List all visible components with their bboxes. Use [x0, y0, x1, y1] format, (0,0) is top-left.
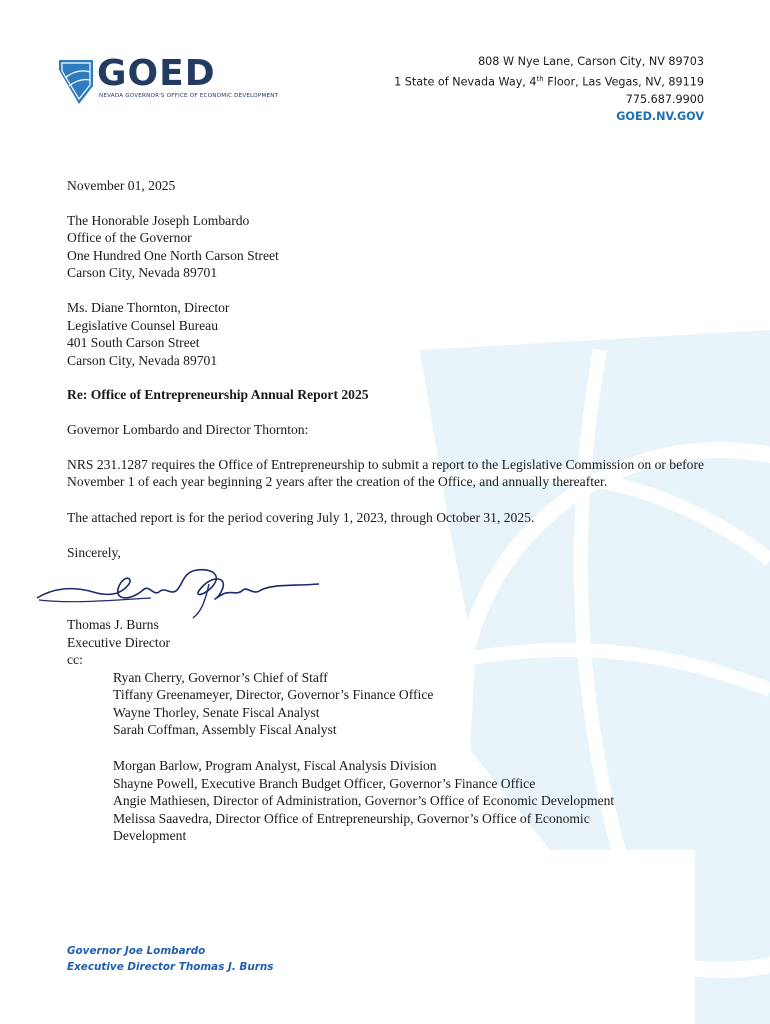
footer-director: Executive Director Thomas J. Burns: [67, 961, 274, 973]
cc-recipient: Angie Mathiesen, Director of Administration, Governor’s Office of Economic Development: [113, 793, 615, 809]
recipient-block-lcb: Ms. Diane Thornton, Director Legislative Counsel Bureau 401 South Carson Street Carson City, Nevada 89701: [67, 299, 230, 368]
paragraph-period: The attached report is for the period covering July 1, 2023, through October 31, 2025.: [67, 509, 535, 525]
cc-group-2: [113, 757, 707, 845]
closing: Sincerely,: [67, 545, 121, 561]
recipient-block-governor: The Honorable Joseph Lombardo Office of the Governor One Hundred One North Carson Street Carson City, Nevada 89701: [67, 212, 279, 281]
cc-recipient: Sarah Coffman, Assembly Fiscal Analyst: [113, 722, 337, 738]
cc-label: cc:: [67, 652, 83, 668]
address-website-link[interactable]: GOED.NV.GOV: [616, 110, 704, 124]
cc-recipient: Development: [113, 828, 187, 844]
handwritten-signature: [33, 562, 323, 620]
letter-date: November 01, 2025: [67, 178, 176, 193]
cc-recipient: Ryan Cherry, Governor’s Chief of Staff: [113, 669, 328, 685]
cc-recipient: Melissa Saavedra, Director Office of Entrepreneurship, Governor’s Office of Economic: [113, 810, 590, 826]
paragraph-nrs: NRS 231.1287 requires the Office of Entrepreneurship to submit a report to the Legislative Commission on or before November 1 of each year beginning 2 years after the creation of the Office, and annually thereafter.: [67, 456, 705, 490]
address-carson: 808 W Nye Lane, Carson City, NV 89703: [478, 55, 704, 68]
cc-recipient: Shayne Powell, Executive Branch Budget Officer, Governor’s Finance Office: [113, 775, 536, 791]
signer-block: [67, 616, 707, 669]
signer-title: Executive Director: [67, 634, 171, 650]
cc-recipient: Morgan Barlow, Program Analyst, Fiscal Analysis Division: [113, 758, 437, 774]
footer-governor: Governor Joe Lombardo: [67, 945, 206, 957]
address-las-vegas: 1 State of Nevada Way, 4th Floor, Las Vegas, NV, 89119: [394, 74, 704, 89]
cc-recipient: Tiffany Greenameyer, Director, Governor’s Finance Office: [113, 687, 434, 703]
address-phone: 775.687.9900: [625, 92, 704, 106]
cc-recipient: Wayne Thorley, Senate Fiscal Analyst: [113, 704, 320, 720]
signer-name: Thomas J. Burns: [67, 616, 159, 632]
goed-logo: [57, 53, 279, 108]
logo-wordmark: GOED: [97, 53, 216, 94]
letter-body: [67, 177, 707, 845]
cc-list: [67, 669, 707, 845]
salutation: Governor Lombardo and Director Thornton:: [67, 421, 309, 437]
cc-group-1: [113, 669, 707, 739]
letterhead-address: [394, 53, 704, 126]
signature-area: [67, 564, 707, 616]
letter-footer: [67, 943, 273, 975]
logo-subtitle: NEVADA GOVERNOR'S OFFICE OF ECONOMIC DEVELOPMENT: [99, 93, 279, 99]
subject-line: Re: Office of Entrepreneurship Annual Report 2025: [67, 387, 369, 403]
nevada-state-icon: [57, 58, 95, 106]
